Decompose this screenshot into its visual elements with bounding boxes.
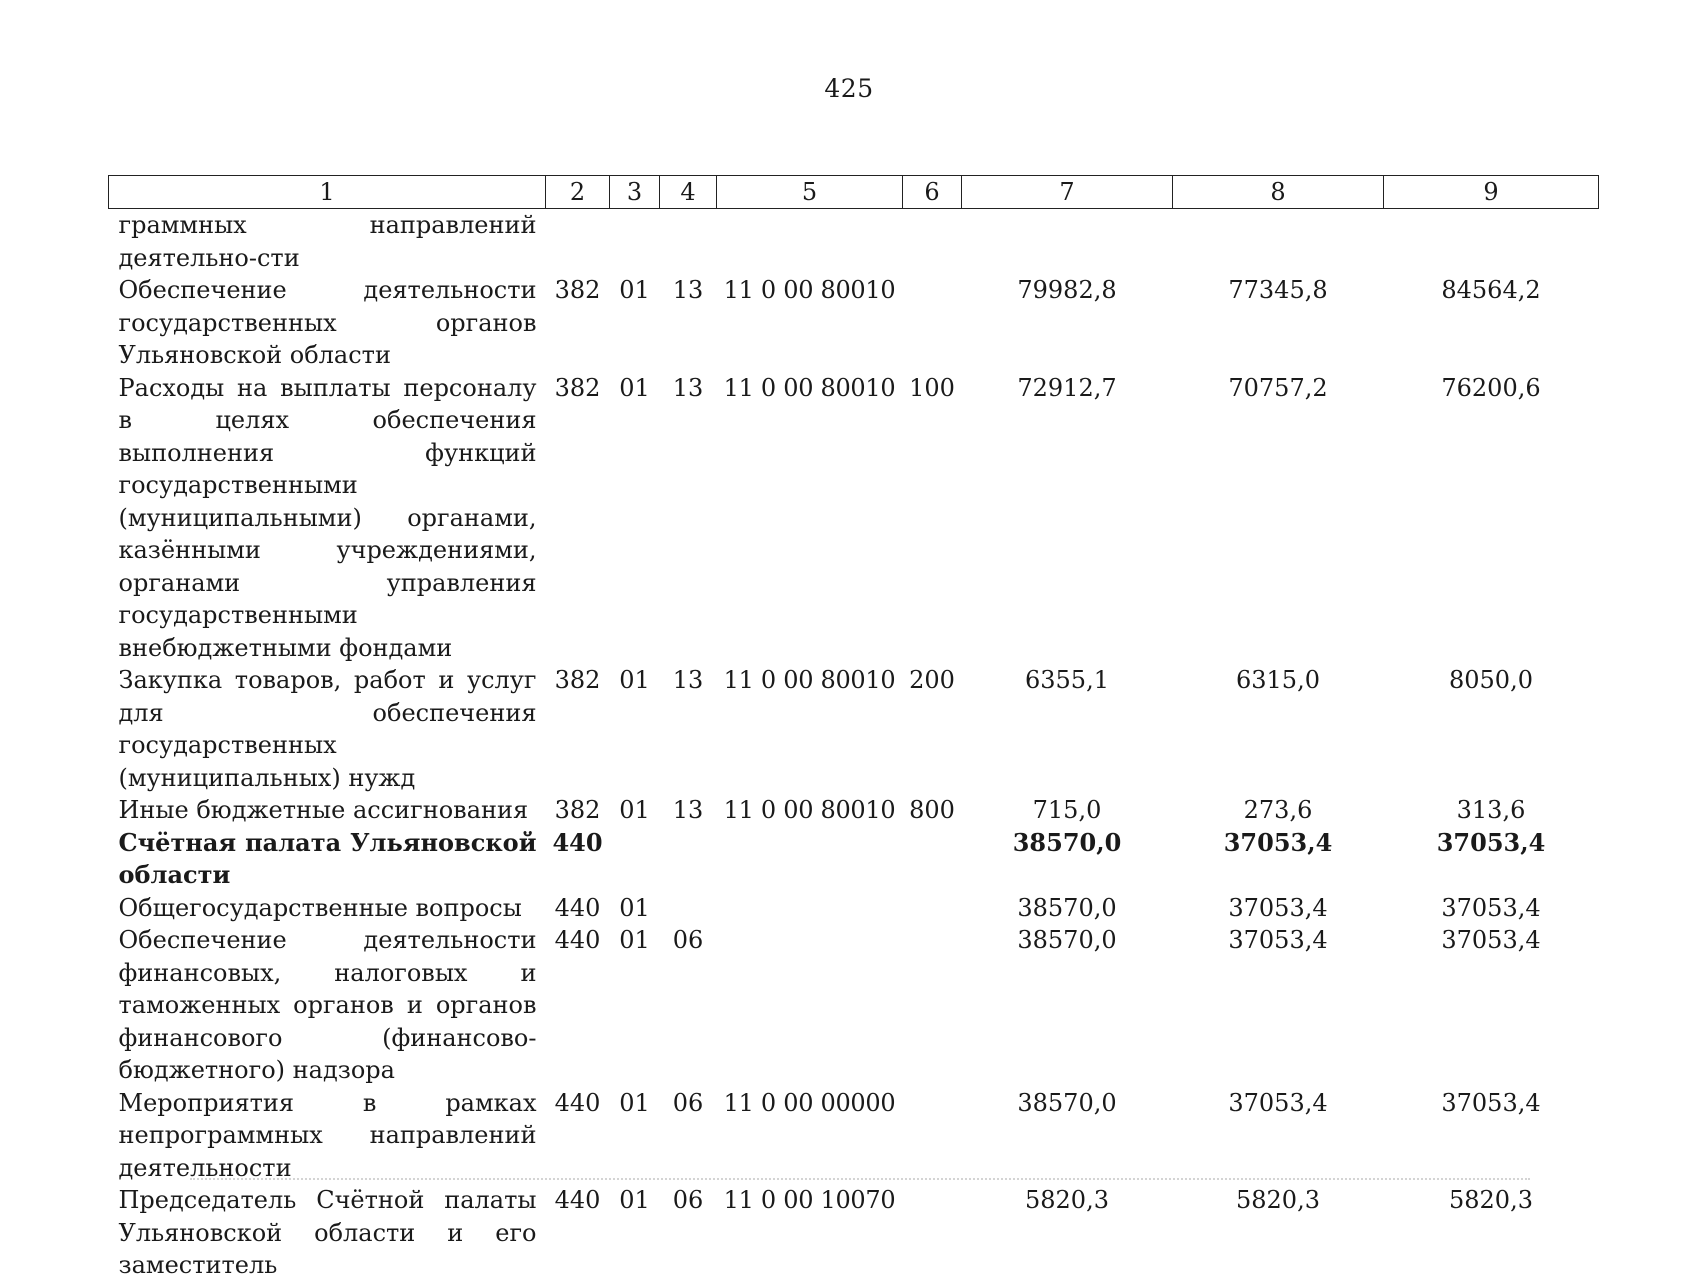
cell-subsection: 06 (672, 1088, 704, 1117)
cell-name: граммных направлений деятельно-сти (118, 211, 537, 272)
table-header (109, 176, 1599, 209)
cell-subsection: 06 (672, 1186, 704, 1214)
cell-admin-code: 440 (552, 827, 603, 857)
table-row (109, 924, 1599, 1087)
cell-target-article: 11 0 00 80010 (723, 276, 896, 304)
cell-name: Расходы на выплаты персоналу в целях обеспечения выполнения функций государственными (муниципальными) органами, казёнными учреждениями, органами управления государственными внебюджетными фондами (118, 373, 537, 662)
table-row (109, 209, 1599, 275)
cell-amount-year-1: 6355,1 (1025, 666, 1109, 694)
table-row (109, 892, 1599, 925)
cell-admin-code: 382 (554, 666, 601, 694)
cell-expense-type (903, 1184, 962, 1282)
budget-table (108, 175, 1599, 1282)
cell-subsection (660, 827, 717, 892)
cell-section: 01 (619, 1186, 650, 1214)
cell-name: Обеспечение деятельности финансовых, налоговых и таможенных органов и органов финансового (финансово-бюджетного) надзора (118, 926, 537, 1084)
cell-expense-type (903, 1087, 962, 1185)
cell-expense-type: 200 (909, 666, 955, 694)
cell-amount-year-2 (1173, 209, 1384, 275)
cell-amount-year-3: 5820,3 (1449, 1186, 1533, 1214)
cell-amount-year-1 (962, 209, 1173, 275)
cell-target-article (717, 924, 903, 1087)
cell-name: Обеспечение деятельности государственных органов Ульяновской области (118, 276, 537, 369)
table-row (109, 664, 1599, 794)
cell-expense-type: 800 (909, 796, 955, 824)
table-body (109, 209, 1599, 1282)
cell-amount-year-2: 77345,8 (1228, 276, 1328, 304)
cell-amount-year-2: 37053,4 (1228, 926, 1328, 954)
cell-amount-year-1: 38570,0 (1012, 827, 1122, 857)
cell-target-article: 11 0 00 00000 (723, 1088, 896, 1117)
cell-admin-code: 440 (554, 926, 601, 954)
cell-amount-year-2: 273,6 (1243, 796, 1313, 824)
header-col-9: 9 (1384, 176, 1599, 209)
cell-admin-code: 382 (554, 796, 601, 824)
cell-amount-year-1: 38570,0 (1017, 1088, 1117, 1117)
cell-name: Общегосударственные вопросы (118, 893, 522, 922)
cell-target-article: 11 0 00 10070 (723, 1186, 896, 1214)
cell-amount-year-3: 8050,0 (1449, 666, 1533, 694)
cell-expense-type (903, 924, 962, 1087)
cell-subsection: 13 (672, 666, 704, 694)
cell-amount-year-1: 5820,3 (1025, 1186, 1109, 1214)
table-row (109, 1184, 1599, 1282)
cell-amount-year-2: 37053,4 (1223, 827, 1333, 857)
cell-expense-type (903, 209, 962, 275)
cell-admin-code (546, 209, 610, 275)
header-col-3: 3 (610, 176, 660, 209)
header-col-5: 5 (717, 176, 903, 209)
budget-table-container (108, 175, 1598, 1282)
cell-amount-year-1: 79982,8 (1017, 276, 1117, 304)
header-col-7: 7 (962, 176, 1173, 209)
cell-subsection: 13 (672, 796, 704, 824)
cell-amount-year-2: 37053,4 (1228, 1088, 1328, 1117)
header-row (109, 176, 1599, 209)
cell-target-article (717, 209, 903, 275)
cell-amount-year-1: 38570,0 (1017, 926, 1117, 954)
cell-target-article: 11 0 00 80010 (723, 373, 896, 402)
cell-admin-code: 382 (554, 373, 601, 402)
cell-section: 01 (619, 926, 650, 954)
cell-amount-year-2: 5820,3 (1236, 1186, 1320, 1214)
cell-section: 01 (619, 796, 650, 824)
cell-name: Председатель Счётной палаты Ульяновской области и его заместитель (118, 1186, 537, 1279)
scan-dust-line (190, 1178, 1530, 1182)
cell-amount-year-2: 37053,4 (1228, 893, 1328, 922)
table-row (109, 827, 1599, 892)
cell-subsection: 13 (672, 373, 704, 402)
cell-target-article (717, 827, 903, 892)
header-col-4: 4 (660, 176, 717, 209)
cell-name: Иные бюджетные ассигнования (118, 796, 529, 824)
cell-subsection: 06 (672, 926, 704, 954)
cell-amount-year-3: 37053,4 (1441, 1088, 1541, 1117)
cell-subsection (660, 892, 717, 925)
table-row (109, 794, 1599, 827)
cell-amount-year-3: 313,6 (1456, 796, 1526, 824)
header-col-1: 1 (109, 176, 546, 209)
cell-amount-year-1: 38570,0 (1017, 893, 1117, 922)
cell-amount-year-1: 715,0 (1032, 796, 1102, 824)
cell-section: 01 (619, 276, 650, 304)
cell-expense-type (903, 274, 962, 372)
cell-admin-code: 440 (554, 1186, 601, 1214)
cell-amount-year-3: 37053,4 (1436, 827, 1546, 857)
header-col-8: 8 (1173, 176, 1384, 209)
cell-subsection (660, 209, 717, 275)
cell-expense-type (903, 827, 962, 892)
cell-section: 01 (619, 666, 650, 694)
cell-name: Счётная палата Ульяновской области (118, 827, 537, 889)
cell-admin-code: 382 (554, 276, 601, 304)
cell-section (610, 827, 660, 892)
cell-subsection: 13 (672, 276, 704, 304)
cell-expense-type: 100 (909, 373, 955, 402)
cell-name: Закупка товаров, работ и услуг для обеспечения государственных (муниципальных) нужд (118, 666, 537, 792)
cell-section: 01 (619, 1088, 650, 1117)
cell-amount-year-3: 84564,2 (1441, 276, 1541, 304)
cell-amount-year-3 (1384, 209, 1599, 275)
cell-amount-year-3: 76200,6 (1441, 373, 1541, 402)
cell-name: Мероприятия в рамках непрограммных направлений деятельности (118, 1088, 537, 1182)
cell-target-article: 11 0 00 80010 (723, 666, 896, 694)
cell-target-article: 11 0 00 80010 (723, 796, 896, 824)
table-row (109, 372, 1599, 665)
table-row (109, 1087, 1599, 1185)
cell-amount-year-2: 6315,0 (1236, 666, 1320, 694)
page-number: 425 (824, 74, 874, 103)
cell-section (610, 209, 660, 275)
cell-amount-year-3: 37053,4 (1441, 926, 1541, 954)
header-col-6: 6 (903, 176, 962, 209)
cell-target-article (717, 892, 903, 925)
cell-section: 01 (619, 893, 650, 922)
header-col-2: 2 (546, 176, 610, 209)
cell-admin-code: 440 (554, 893, 601, 922)
cell-amount-year-1: 72912,7 (1017, 373, 1117, 402)
cell-admin-code: 440 (554, 1088, 601, 1117)
cell-section: 01 (619, 373, 650, 402)
cell-amount-year-3: 37053,4 (1441, 893, 1541, 922)
cell-amount-year-2: 70757,2 (1228, 373, 1328, 402)
table-row (109, 274, 1599, 372)
cell-expense-type (903, 892, 962, 925)
